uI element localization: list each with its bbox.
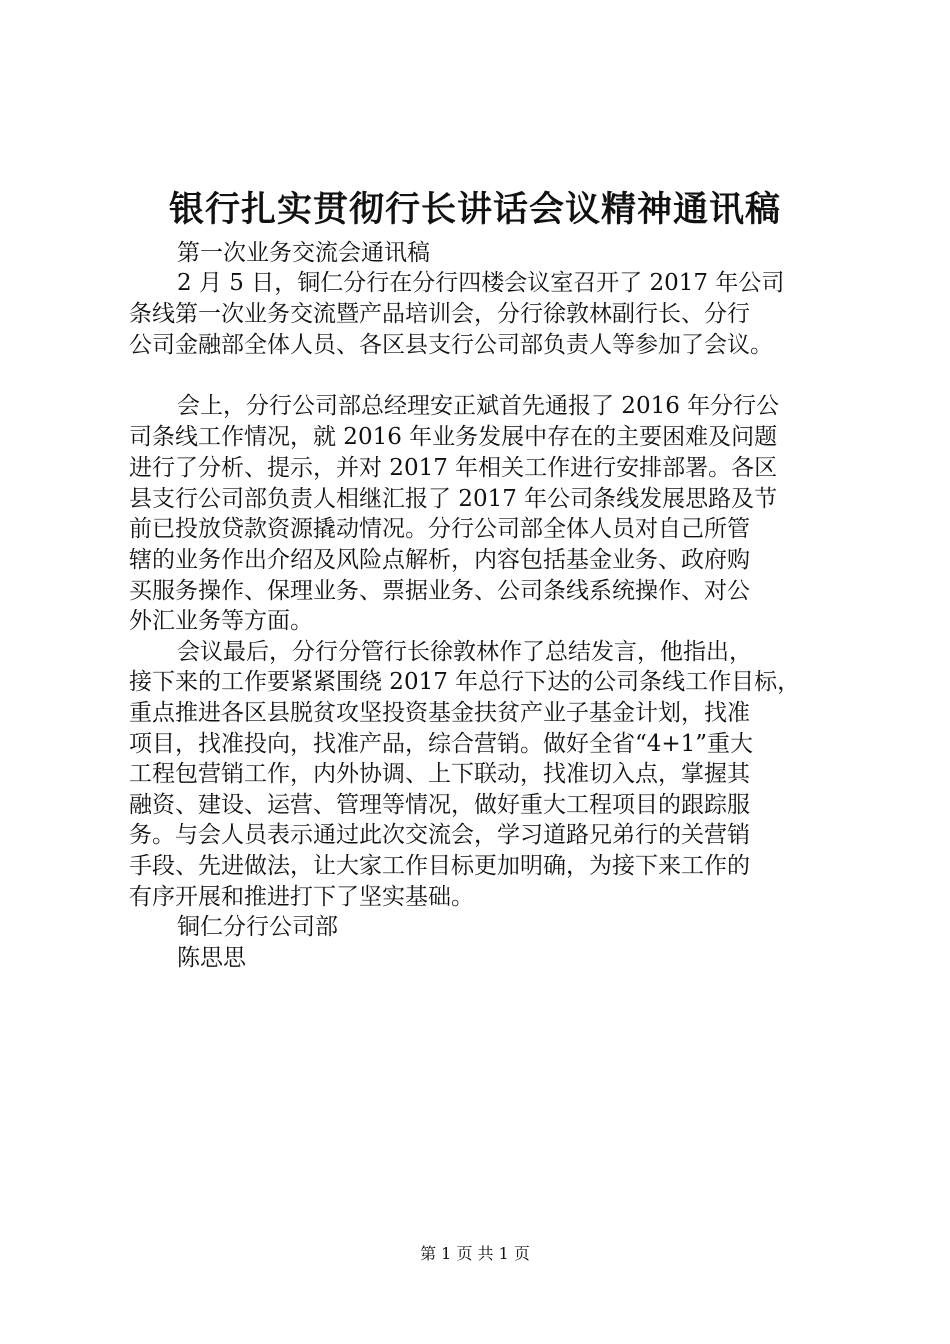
paragraph-1-line-3: 公司金融部全体人员、各区县支行公司部负责人等参加了会议。 [129,332,773,358]
paragraph-3-line-2: 接下来的工作要紧紧围绕 2017 年总行下达的公司条线工作目标， [129,669,801,695]
paragraph-2-line-5: 前已投放贷款资源撬动情况。分行公司部全体人员对自己所管 [129,516,750,542]
paragraph-3-line-9: 有序开展和推进打下了坚实基础。 [129,884,474,910]
paragraph-3-line-8: 手段、先进做法，让大家工作目标更加明确，为接下来工作的 [129,853,750,879]
document-subtitle: 第一次业务交流会通讯稿 [177,240,430,266]
paragraph-2-line-4: 县支行公司部负责人相继汇报了 2017 年公司条线发展思路及节 [129,486,778,512]
signature-organization: 铜仁分行公司部 [177,914,338,940]
paragraph-3-line-4: 项目，找准投向，找准产品，综合营销。做好全省“4+1”重大 [129,731,754,757]
paragraph-3-line-5: 工程包营销工作，内外协调、上下联动，找准切入点，掌握其 [129,761,750,787]
paragraph-2-line-6: 辖的业务作出介绍及风险点解析，内容包括基金业务、政府购 [129,547,750,573]
paragraph-2-line-2: 司条线工作情况，就 2016 年业务发展中存在的主要困难及问题 [129,424,778,450]
signature-name: 陈思思 [177,945,246,971]
paragraph-2-line-7: 买服务操作、保理业务、票据业务、公司条线系统操作、对公 [129,578,750,604]
page-number-footer: 第 1 页 共 1 页 [420,1244,530,1263]
document-title: 银行扎实贯彻行长讲话会议精神通讯稿 [168,189,781,230]
paragraph-3-line-7: 务。与会人员表示通过此次交流会，学习道路兄弟行的关营销 [129,822,750,848]
paragraph-2-line-3: 进行了分析、提示，并对 2017 年相关工作进行安排部署。各区 [129,455,778,481]
paragraph-2-line-1: 会上，分行公司部总经理安正斌首先通报了 2016 年分行公 [177,393,780,419]
paragraph-3-line-1: 会议最后，分行分管行长徐敦林作了总结发言，他指出， [177,639,752,665]
paragraph-1-line-1: 2 月 5 日，铜仁分行在分行四楼会议室召开了 2017 年公司 [177,270,785,296]
paragraph-1-line-2: 条线第一次业务交流暨产品培训会，分行徐敦林副行长、分行 [129,301,750,327]
paragraph-3-line-3: 重点推进各区县脱贫攻坚投资基金扶贫产业子基金计划，找准 [129,700,750,726]
paragraph-2-line-8: 外汇业务等方面。 [129,608,313,634]
paragraph-3-line-6: 融资、建设、运营、管理等情况，做好重大工程项目的跟踪服 [129,792,750,818]
